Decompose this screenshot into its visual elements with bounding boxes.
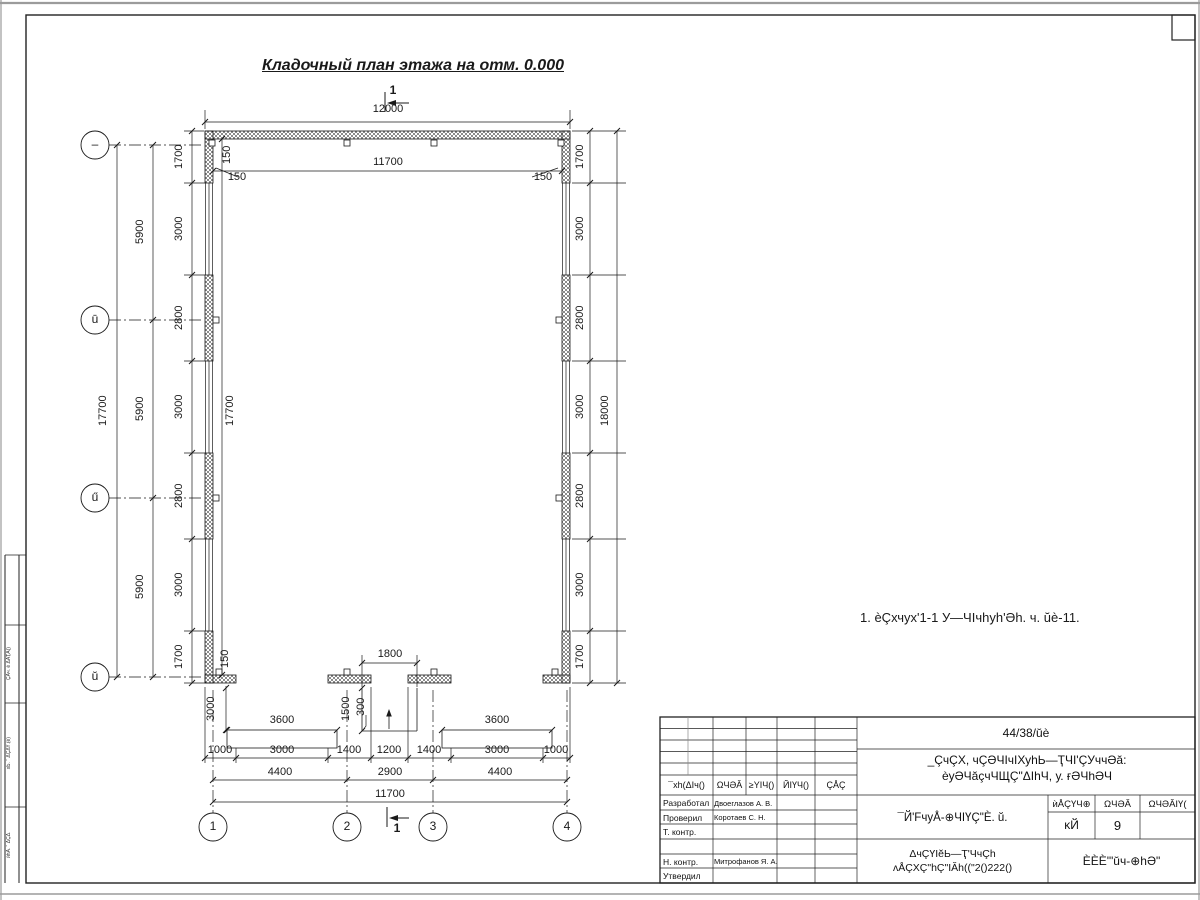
dim-porch-mid-width: 1800: [377, 648, 403, 660]
axis-letter-1: –: [91, 137, 99, 151]
dim-right-chain-1: 3000: [574, 216, 586, 242]
tb-name-ncontrol: Митрофанов Я. А.: [714, 857, 778, 866]
dim-left-chain-4: 2800: [173, 483, 185, 509]
dim-inner-height: 17700: [224, 395, 236, 427]
axis-number-1: 1: [209, 819, 217, 833]
dim-wall-150-v-bottomleft: 150: [219, 649, 231, 668]
dim-left-chain-6: 1700: [173, 644, 185, 670]
axis-number-4: 4: [563, 819, 571, 833]
axis-circles: [81, 131, 581, 841]
page-title: Кладочный план этажа на отм. 0.000: [262, 57, 564, 74]
dim-axis-chain-1: 5900: [134, 396, 146, 422]
dim-axis-chain-2: 5900: [134, 574, 146, 600]
tb-sheet-value: 9: [1113, 818, 1122, 833]
axis-letter-2: ū: [91, 312, 99, 326]
dim-wall-150-v-topleft: 150: [221, 145, 233, 164]
dim-porch-depth: 3000: [205, 696, 217, 722]
org-right-cell: ÈÈÈ'"ŭч-⊕hӘ": [1082, 854, 1161, 868]
tb-header-data: ÇÅÇ: [826, 780, 846, 790]
tb-name-developed: Двоеглазов А. В.: [714, 799, 773, 808]
note-text: 1. èÇхчух'1-1 У—ЧIчhуh'Әh. ч. ŭè-11.: [860, 610, 1080, 625]
dim-bottom1-2: 1400: [336, 744, 362, 756]
tb-role-developed: Разработал: [663, 798, 710, 808]
dim-right-chain-5: 3000: [574, 572, 586, 598]
section-label-top: 1: [389, 83, 397, 97]
tb-role-ncontrol: Н. контр.: [663, 857, 699, 867]
walls: [205, 131, 570, 683]
dim-overall-width: 12000: [372, 103, 404, 115]
dim-bottom2-1: 2900: [377, 766, 403, 778]
leader-lines: [216, 168, 558, 730]
dim-inner-width: 11700: [373, 156, 403, 168]
left-strip-cell3: ѝhĂ. ˚ ΔÇΔ.: [6, 831, 12, 859]
axis-letter-4: ŭ: [91, 669, 99, 683]
dim-bottom1-0: 1000: [207, 744, 233, 756]
tb-role-checked: Проверил: [663, 813, 703, 823]
dim-left-chain-5: 3000: [173, 572, 185, 598]
dim-porch-mid-height: 1500: [340, 696, 352, 722]
tb-header-kol: ΩЧӘĂ: [716, 780, 743, 790]
dim-bottom2-0: 4400: [267, 766, 293, 778]
dim-right-chain-4: 2800: [574, 483, 586, 509]
dim-right-chain-0: 1700: [574, 144, 586, 170]
left-strip-cell1: ÇĂч. è ΔĂҬĂ(): [6, 647, 12, 681]
tb-role-tcontrol: Т. контр.: [663, 827, 697, 837]
tb-stage-header: ѝÅÇҮЧ⊕: [1052, 799, 1091, 810]
drawing-title-cell: ¯Й'FчуÅ-⊕ЧIҮÇ"È. ŭ.: [897, 812, 1008, 824]
dim-porch-right-width: 3600: [484, 714, 510, 726]
dim-right-chain-3: 3000: [574, 394, 586, 420]
pier-squares: [209, 140, 564, 675]
tb-role-approved: Утвердил: [663, 871, 701, 881]
left-strip-cell2: ¯хЬ. ˚ ΔÇΔҮ.(è): [6, 737, 12, 773]
dim-bottom1-5: 3000: [484, 744, 510, 756]
dim-left-chain-1: 3000: [173, 216, 185, 242]
tb-header-izm: ¯хh(ΔIч(): [668, 780, 705, 790]
dim-porch-left-width: 3600: [269, 714, 295, 726]
dim-overall-height-left: 17700: [97, 395, 109, 427]
dim-step: 300: [355, 697, 367, 717]
dim-left-chain-0: 1700: [173, 144, 185, 170]
doc-code: 44/38/ŭè: [1002, 726, 1050, 740]
tb-sheets-header: ΩЧӘĂIҮ(: [1148, 799, 1187, 810]
org-line2: ʌÅÇХÇ"hÇ"IĂh(("2()222(): [892, 862, 1013, 874]
dimension-lines: [117, 110, 626, 802]
tb-stage-value: ĸЙ: [1064, 818, 1079, 832]
window-lines: [205, 183, 569, 631]
dim-right-chain-2: 2800: [574, 305, 586, 331]
dim-wall-150-right: 150: [533, 171, 553, 183]
dim-bottom3: 11700: [375, 788, 405, 800]
axis-number-3: 3: [429, 819, 437, 833]
dim-bottom1-6: 1000: [543, 744, 569, 756]
dim-left-chain-3: 3000: [173, 394, 185, 420]
org-line1: ΔчÇҮIĕЬ—Ҭ'ЧчÇh: [909, 848, 996, 860]
dim-bottom2-2: 4400: [487, 766, 513, 778]
tb-header-list: ≥ΥIЧ(): [748, 780, 775, 790]
tb-sheet-header: ΩЧӘĂ: [1104, 799, 1131, 810]
dim-right-chain-6: 1700: [574, 644, 586, 670]
project-name-line1: _ÇчÇХ, чÇӘЧIчIХуhЬ—ҬЧI'ÇУччӘă:: [927, 753, 1127, 767]
axis-letter-3: ű: [91, 490, 99, 504]
dim-left-chain-2: 2800: [173, 305, 185, 331]
project-name-line2: èуӘЧăçчЧЩÇ"ΔIhЧ, у. ғӘЧhӘЧ: [941, 769, 1113, 783]
dim-bottom1-3: 1200: [376, 744, 402, 756]
tb-name-checked: Коротаев С. Н.: [714, 813, 766, 822]
section-label-bottom: 1: [393, 821, 401, 835]
axis-number-2: 2: [343, 819, 351, 833]
dim-bottom1-4: 1400: [416, 744, 442, 756]
dim-overall-height-right: 18000: [599, 395, 611, 427]
tb-header-doc: ЙIҮЧ(): [783, 780, 809, 790]
dim-wall-150-left: 150: [227, 171, 247, 183]
dim-bottom1-1: 3000: [269, 744, 295, 756]
dim-axis-chain-0: 5900: [134, 219, 146, 245]
corner-box: [1172, 15, 1195, 40]
